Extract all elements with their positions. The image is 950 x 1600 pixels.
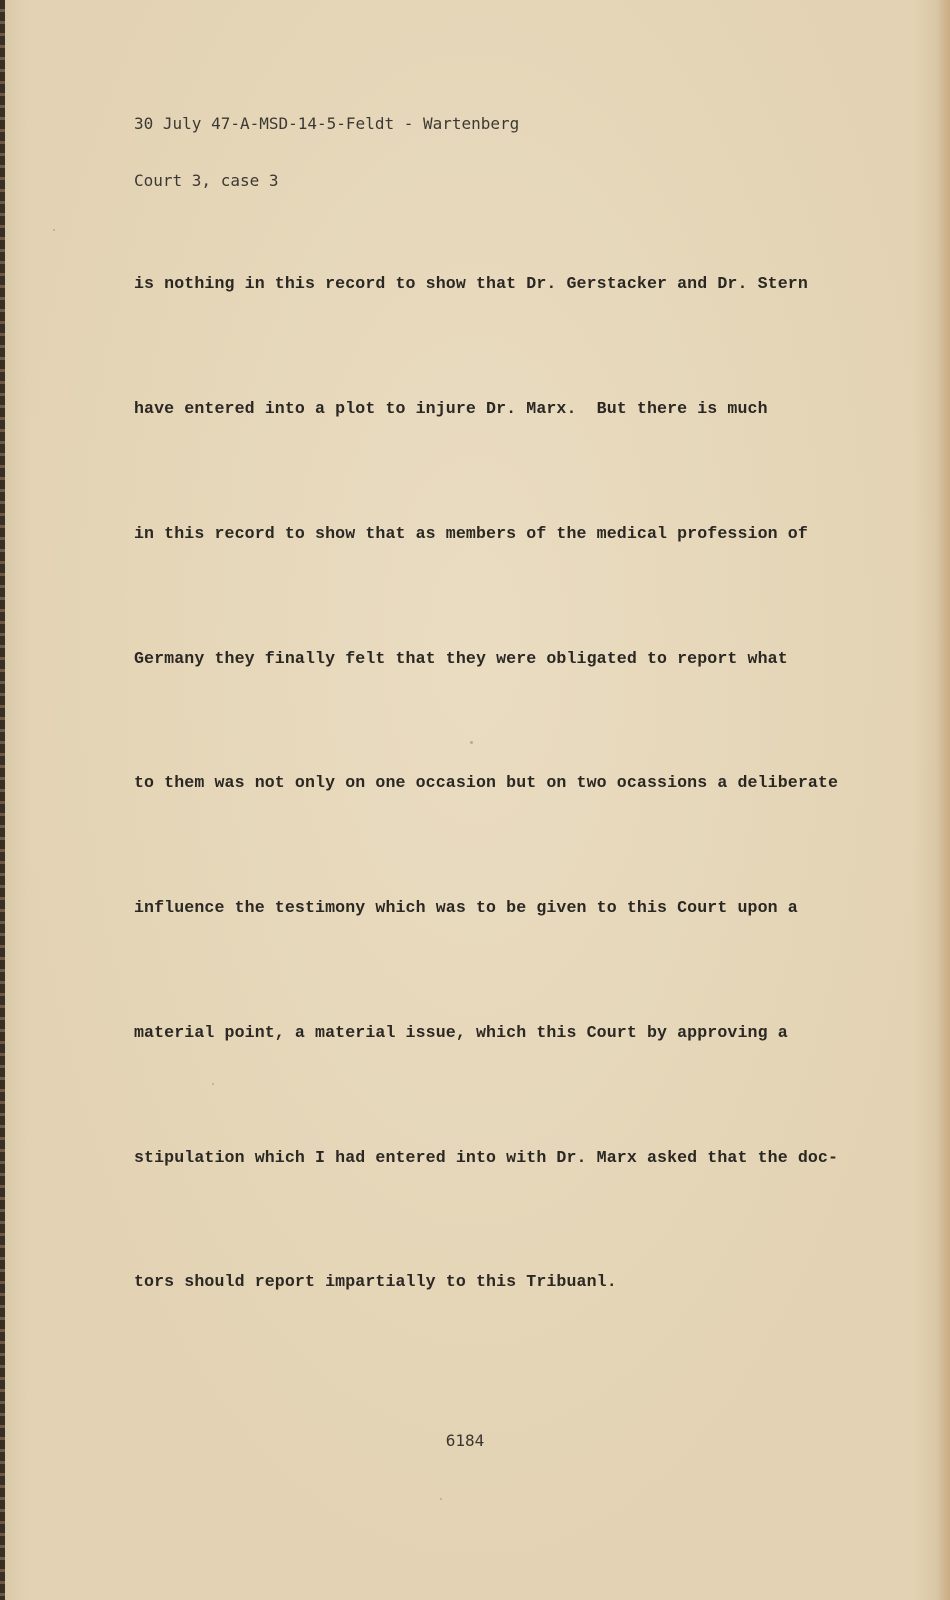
paper-speck bbox=[212, 1083, 214, 1085]
header-line-date-reference: 30 July 47-A-MSD-14-5-Feldt - Wartenberg bbox=[134, 114, 520, 133]
paper-speck bbox=[440, 1498, 442, 1500]
body-line: influence the testimony which was to be given to this Court upon a bbox=[134, 898, 798, 918]
body-line: to them was not only on one occasion but on two ocassions a deliberate bbox=[134, 773, 839, 793]
body-line: in this record to show that as members of the medical profession of bbox=[134, 523, 808, 543]
page-shadow-edge bbox=[936, 0, 950, 1600]
paper-speck bbox=[53, 229, 55, 231]
body-line: have entered into a plot to injure Dr. Marx. But there is much bbox=[134, 398, 768, 418]
paper-speck bbox=[470, 741, 473, 744]
body-line: tors should report impartially to this Tribuanl. bbox=[134, 1272, 617, 1292]
page-binding-edge bbox=[0, 0, 5, 1600]
page-number: 6184 bbox=[445, 1431, 485, 1450]
body-line: is nothing in this record to show that Dr. Gerstacker and Dr. Stern bbox=[134, 274, 808, 294]
body-line: Germany they finally felt that they were obligated to report what bbox=[134, 648, 788, 668]
transcript-body bbox=[134, 180, 838, 1386]
body-line: stipulation which I had entered into with Dr. Marx asked that the doc- bbox=[134, 1147, 839, 1167]
body-line: material point, a material issue, which this Court by approving a bbox=[134, 1022, 788, 1042]
header-line-court-case: Court 3, case 3 bbox=[134, 171, 279, 190]
